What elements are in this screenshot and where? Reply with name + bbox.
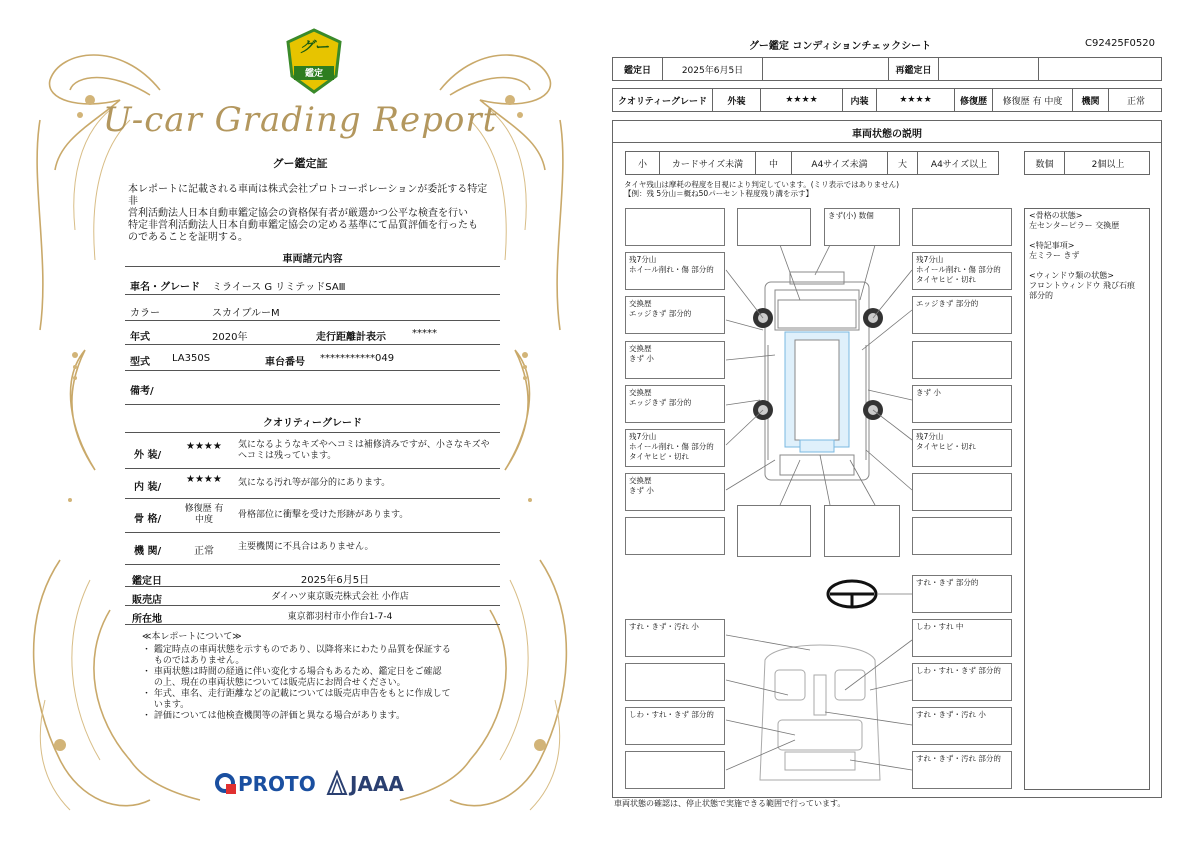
badge-text: グー (298, 38, 329, 56)
spec-color-value: スカイブルーM (212, 308, 280, 319)
frame-heading: <骨格の状態> (1029, 211, 1083, 220)
count-label: 数個 (1025, 152, 1065, 174)
info-shop-label: 販売店 (132, 595, 162, 606)
quality-frame-grade (178, 504, 230, 526)
note-line: ・ 鑑定時点の車両状態を示すものであり、以降将来にわたり品質を保証する (142, 645, 451, 655)
condition-check-sheet (600, 0, 1200, 848)
damage-box (625, 208, 725, 246)
count-desc: 2個以上 (1091, 159, 1125, 170)
engine-value: 正常 (1126, 96, 1145, 107)
spec-heading: 車両諸元内容 (282, 254, 343, 265)
divider (125, 294, 500, 295)
note-line: います。 (142, 700, 190, 710)
quality-frame-desc: 骨格部位に衝撃を受けた形跡があります。 (238, 510, 409, 520)
damage-box: 交換歴 エッジきず 部分的 (625, 296, 725, 334)
quality-interior-label: 内 装/ (134, 482, 162, 493)
damage-box: 交換歴 きず 小 (625, 341, 725, 379)
spec-model-label: 型式 (130, 357, 150, 368)
redate-label: 再鑑定日 (889, 58, 939, 80)
note-line: ものではありません。 (142, 656, 245, 666)
special-value: 左ミラー きず (1029, 251, 1080, 260)
damage-box: 残7分山 ホイール削れ・傷 部分的 (625, 252, 725, 290)
damage-box: しわ・すれ・きず 部分的 (912, 663, 1012, 701)
desc-line: ヘコミは残っています。 (238, 451, 337, 461)
engine-label: 機関 (1073, 89, 1109, 111)
footer-note: 車両状態の確認は、停止状態で実施できる範囲で行っています。 (614, 799, 846, 808)
state-heading: 車両状態の説明 (852, 129, 922, 140)
damage-box: しわ・すれ 中 (912, 619, 1012, 657)
cert-line: 営利活動法人日本自動車鑑定協会の資格保有者が厳選かつ公平な検査を行い (128, 208, 468, 219)
quality-interior-grade: ★★★★ (186, 474, 222, 485)
window-heading: <ウィンドウ類の状態> (1029, 271, 1114, 280)
interior-value: ★★★★ (877, 89, 955, 111)
grade-line: 修復歴 有 (184, 504, 224, 514)
spec-mileage-label: 走行距離計表示 (316, 332, 386, 343)
damage-box: すれ・きず・汚れ 小 (912, 707, 1012, 745)
damage-box: 残7分山 タイヤヒビ・切れ (912, 429, 1012, 467)
quality-frame-label: 骨 格/ (134, 514, 162, 525)
damage-box: きず 小 (912, 385, 1012, 423)
quality-exterior-desc (238, 440, 490, 462)
spec-model-value: LA350S (172, 353, 211, 364)
repair-value: 修復歴 有 中度 (993, 89, 1073, 111)
damage-box: 交換歴 きず 小 (625, 473, 725, 511)
spec-color-label: カラー (130, 308, 160, 319)
exterior-label: 外装 (713, 89, 761, 111)
side-notes-panel (1024, 208, 1150, 790)
notes-list (142, 645, 502, 722)
divider (125, 532, 500, 533)
size-medium-desc: A4サイズ未満 (792, 152, 888, 174)
size-large-desc: A4サイズ以上 (930, 159, 988, 170)
spec-mileage-value: ***** (412, 328, 437, 339)
spec-year-label: 年式 (130, 332, 150, 343)
jaaa-logo-icon (326, 770, 348, 796)
notes-heading: ≪本レポートについて≫ (142, 632, 242, 642)
info-address-label: 所在地 (132, 614, 162, 625)
cert-heading: グー鑑定証 (272, 157, 328, 170)
divider (125, 468, 500, 469)
quality-engine-label: 機 関/ (134, 546, 162, 557)
date-label: 鑑定日 (613, 58, 663, 80)
spec-name-value: ミライース G リミテッドSAⅢ (212, 282, 346, 293)
jaaa-logo-text: JAAA (350, 772, 404, 796)
info-address-value: 東京都羽村市小作台1-7-4 (287, 612, 393, 622)
special-heading: <特記事項> (1029, 241, 1075, 250)
cert-line: 特定非営利活動法人日本自動車鑑定協会の定める基準にて品質評価を行ったも (128, 220, 478, 231)
divider (125, 586, 500, 587)
damage-box: エッジきず 部分的 (912, 296, 1012, 334)
divider (125, 266, 500, 267)
spec-remarks-label: 備考/ (130, 386, 154, 397)
sheet-code: C92425F0520 (1085, 38, 1155, 49)
proto-logo-text: PROTO (238, 772, 316, 796)
divider (125, 344, 500, 345)
size-medium: 中 (756, 152, 792, 174)
quality-engine-desc: 主要機関に不具合はありません。 (238, 542, 374, 552)
damage-box (912, 208, 1012, 246)
damage-box: すれ・きず・汚れ 部分的 (912, 751, 1012, 789)
sheet-title: グー鑑定 コンディションチェックシート (748, 41, 932, 52)
quality-interior-desc: 気になる汚れ等が部分的にあります。 (238, 478, 391, 488)
frame-value: 左センターピラー 交換歴 (1029, 221, 1120, 230)
report-title: U-car Grading Report (102, 100, 498, 140)
damage-box: すれ・きず 部分的 (912, 575, 1012, 613)
divider (125, 404, 500, 405)
size-small: 小 (626, 152, 660, 174)
grade-line: 中度 (194, 515, 213, 525)
spec-vin-label: 車台番号 (265, 357, 305, 368)
quality-exterior-label: 外 装/ (134, 450, 162, 461)
tire-note-line: タイヤ残山は摩耗の程度を目視により判定しています。(ミリ表示ではありません) (624, 180, 900, 189)
quality-grade-label: クオリティーグレード (613, 89, 713, 111)
damage-box (737, 208, 811, 246)
exterior-value: ★★★★ (761, 89, 843, 111)
damage-box: 交換歴 エッジきず 部分的 (625, 385, 725, 423)
proto-logo-icon (214, 772, 238, 796)
damage-box: 残7分山 ホイール削れ・傷 部分的 タイヤヒビ・切れ (625, 429, 725, 467)
damage-box: しわ・すれ・きず 部分的 (625, 707, 725, 745)
divider (125, 498, 500, 499)
window-value: フロントウィンドウ 飛び石痕 部分的 (1029, 281, 1136, 300)
damage-box: 残7分山 ホイール削れ・傷 部分的 タイヤヒビ・切れ (912, 252, 1012, 290)
divider (125, 370, 500, 371)
desc-line: 気になるようなキズやヘコミは補修済みですが、小さなキズや (238, 440, 490, 450)
info-date-label: 鑑定日 (132, 576, 162, 587)
note-line: ・ 評価については他検査機関等の評価と異なる場合があります。 (142, 711, 405, 721)
damage-box (737, 505, 811, 557)
date-value: 2025年6月5日 (663, 58, 763, 80)
note-line: ・ 年式、車名、走行距離などの記載については販売店申告をもとに作成して (142, 689, 451, 699)
damage-box (625, 663, 725, 701)
damage-box: すれ・きず・汚れ 小 (625, 619, 725, 657)
size-small-desc: カードサイズ未満 (660, 152, 756, 174)
damage-box (625, 517, 725, 555)
info-date-value: 2025年6月5日 (300, 575, 370, 586)
quality-engine-grade: 正常 (194, 546, 214, 557)
cert-line: のであることを証明する。 (128, 232, 248, 243)
tire-note-line: 【例：残 5分山＝概ね50パーセント程度残り溝を示す】 (624, 189, 814, 198)
info-shop-value: ダイハツ東京販売株式会社 小作店 (271, 592, 409, 602)
cert-text (128, 184, 488, 244)
damage-box (912, 341, 1012, 379)
damage-box: きず(小) 数個 (824, 208, 900, 246)
damage-box (912, 473, 1012, 511)
spec-vin-value: ***********049 (320, 353, 395, 364)
badge-subtext: 鑑定 (304, 69, 323, 79)
quality-exterior-grade: ★★★★ (186, 441, 222, 452)
cert-line: 本レポートに記載される車両は株式会社プロトコーポレーションが委託する特定非 (128, 184, 488, 207)
spec-year-value: 2020年 (212, 332, 248, 343)
quality-heading: クオリティーグレード (263, 418, 362, 429)
spec-name-label: 車名・グレード (130, 282, 200, 293)
note-line: ・ 車両状態は時間の経過に伴い変化する場合もあるため、鑑定日をご確認 (142, 667, 442, 677)
interior-label: 内装 (843, 89, 877, 111)
divider (125, 564, 500, 565)
damage-box (824, 505, 900, 557)
divider (125, 605, 500, 606)
repair-label: 修復歴 (955, 89, 993, 111)
damage-box (625, 751, 725, 789)
divider (125, 432, 500, 433)
divider (125, 320, 500, 321)
size-large: 大 (888, 152, 918, 174)
divider (125, 624, 500, 625)
damage-box (912, 517, 1012, 555)
note-line: の上、現在の車両状態については販売店にお問合せください。 (142, 678, 406, 688)
